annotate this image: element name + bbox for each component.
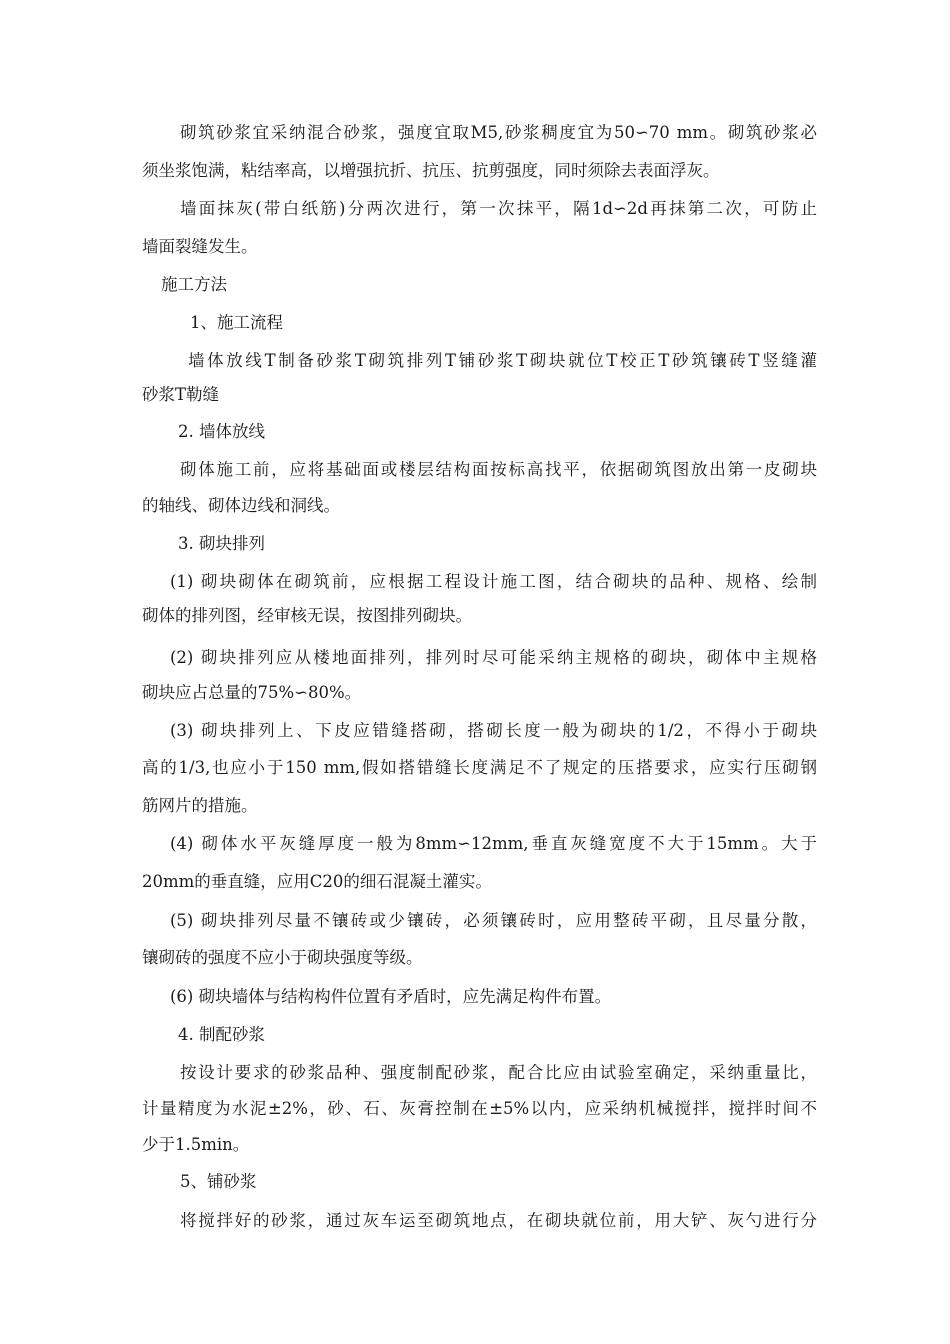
section-2-line-1: 砌体施工前，应将基础面或楼层结构面按标高找平，依据砌筑图放出第一皮砌块 [180, 460, 817, 479]
section-5-line-1: 将搅拌好的砂浆，通过灰车运至砌筑地点，在砌块就位前，用大铲、灰勺进行分 [180, 1211, 817, 1230]
section-3-item-6-line-1: (6) 砌块墙体与结构构件位置有矛盾时，应先满足构件布置。 [170, 987, 612, 1006]
section-3-heading: 3. 砌块排列 [178, 534, 265, 553]
section-3-item-3-line-2: 高的1/3,也应小于150 mm,假如搭错缝长度满足不了规定的压搭要求，应实行压砌钢 [142, 758, 817, 777]
section-4-heading: 4. 制配砂浆 [178, 1025, 265, 1044]
section-4-line-2: 计量精度为水泥±2%，砂、石、灰膏控制在±5%以内，应采纳机械搅拌，搅拌时间不 [142, 1099, 817, 1118]
section-3-item-5-line-1: (5) 砌块排列尽量不镶砖或少镶砖，必须镶砖时，应用整砖平砌，且尽量分散， [170, 911, 817, 930]
paragraph-mortar-line-1: 砌筑砂浆宜采纳混合砂浆，强度宜取M5,砂浆稠度宜为50∽70 mm。砌筑砂浆必 [180, 123, 817, 142]
section-3-item-3-line-1: (3) 砌块排列上、下皮应错缝搭砌，搭砌长度一般为砌块的1/2，不得小于砌块 [170, 721, 817, 740]
section-3-item-5-line-2: 镶砌砖的强度不应小于砌块强度等级。 [142, 948, 423, 967]
section-1-heading: 1、施工流程 [190, 313, 283, 332]
paragraph-plaster-line-2: 墙面裂缝发生。 [142, 237, 258, 256]
section-1-line-1: 墙体放线T制备砂浆T砌筑排列T铺砂浆T砌块就位T校正T砂筑镶砖T竖缝灌 [188, 351, 817, 370]
section-4-line-3: 少于1.5min。 [142, 1135, 250, 1154]
section-3-item-4-line-2: 20mm的垂直缝，应用C20的细石混凝土灌实。 [142, 872, 492, 891]
section-2-line-2: 的轴线、砌体边线和洞线。 [142, 496, 340, 515]
paragraph-mortar-line-2: 须坐浆饱满，粘结率高，以增强抗折、抗压、抗剪强度，同时须除去表面浮灰。 [142, 161, 720, 180]
section-3-item-2-line-1: (2) 砌块排列应从楼地面排列，排列时尽可能采纳主规格的砌块，砌体中主规格 [170, 648, 817, 667]
section-2-heading: 2. 墙体放线 [178, 422, 265, 441]
section-3-item-1-line-1: (1) 砌块砌体在砌筑前，应根据工程设计施工图，结合砌块的品种、规格、绘制 [170, 572, 817, 591]
section-3-item-2-line-2: 砌块应占总量的75%∽80%。 [142, 683, 362, 702]
section-5-heading: 5、铺砂浆 [180, 1172, 257, 1191]
section-4-line-1: 按设计要求的砂浆品种、强度制配砂浆，配合比应由试验室确定，采纳重量比， [180, 1063, 817, 1082]
paragraph-plaster-line-1: 墙面抹灰(带白纸筋)分两次进行，第一次抹平，隔1d∽2d再抹第二次，可防止 [180, 199, 817, 218]
section-1-line-2: 砂浆T勒缝 [142, 385, 220, 404]
section-3-item-4-line-1: (4) 砌体水平灰缝厚度一般为8mm∽12mm,垂直灰缝宽度不大于15mm。大于 [170, 834, 817, 853]
section-3-item-1-line-2: 砌体的排列图，经审核无误，按图排列砌块。 [142, 606, 472, 625]
method-heading: 施工方法 [161, 275, 227, 294]
section-3-item-3-line-3: 筋网片的措施。 [142, 796, 258, 815]
